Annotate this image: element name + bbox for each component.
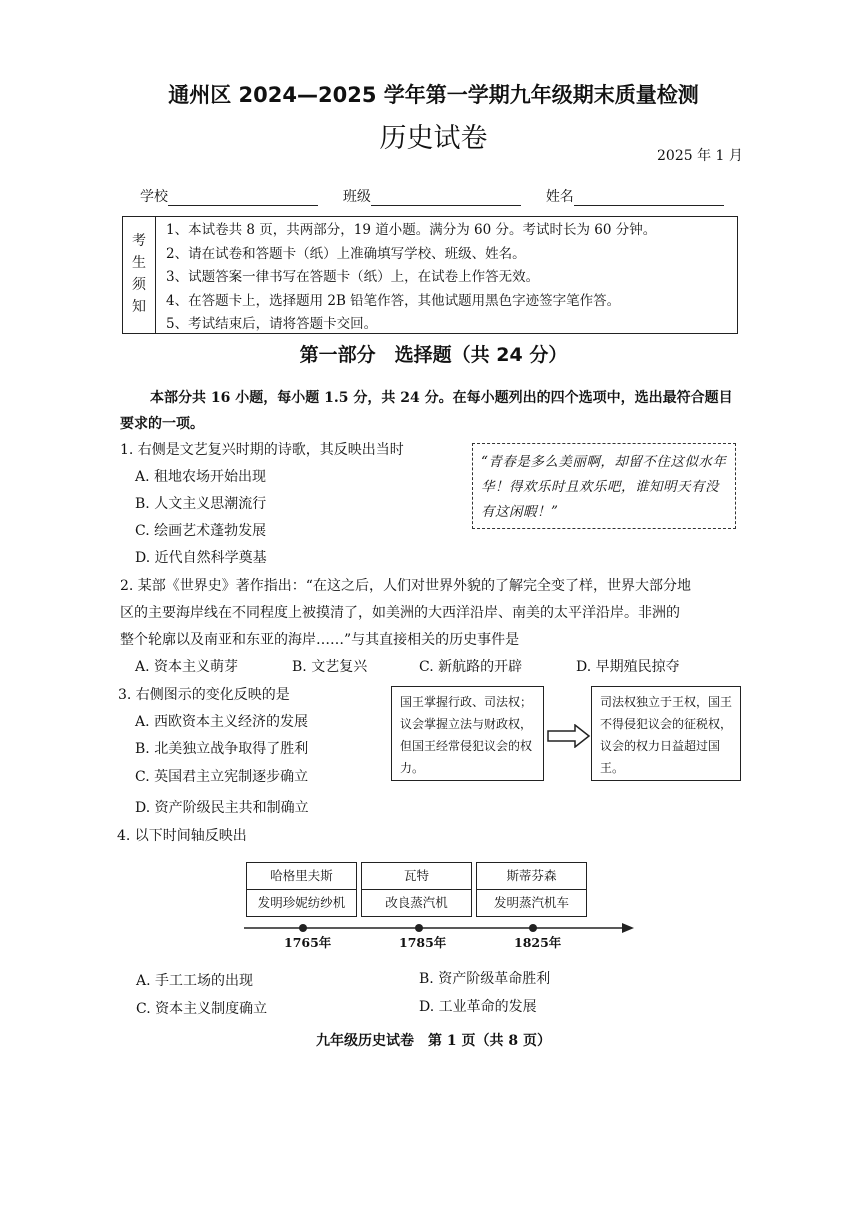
question-1-option-c: C. 绘画艺术蓬勃发展	[135, 523, 267, 539]
question-3-option-d: D. 资产阶级民主共和制确立	[135, 800, 309, 816]
question-4-option-d: D. 工业革命的发展	[419, 999, 537, 1015]
question-3-stem: 3. 右侧图示的变化反映的是	[118, 687, 290, 703]
timeline-year: 1825年	[514, 935, 562, 950]
timeline-year: 1785年	[399, 935, 447, 950]
school-label: 学校	[140, 189, 168, 205]
question-4-option-a: A. 手工工场的出现	[136, 973, 254, 989]
question-1-option-b: B. 人文主义思潮流行	[135, 496, 267, 512]
question-2-option-a: A. 资本主义萌芽	[135, 659, 239, 675]
poem-quote-box	[472, 443, 736, 529]
name-blank	[574, 190, 724, 206]
before-change-box: 国王掌握行政、司法权；议会掌握立法与财政权，但国王经常侵犯议会的权力。	[391, 686, 544, 781]
question-4-option-c: C. 资本主义制度确立	[136, 1001, 268, 1017]
timeline-dot	[529, 924, 537, 932]
timeline-person: 哈格里夫斯	[246, 862, 357, 890]
timeline-event: 发明蒸汽机车	[476, 889, 587, 917]
notice-label-char: 考	[132, 233, 146, 249]
class-label: 班级	[342, 189, 371, 205]
student-info-row	[140, 188, 724, 206]
question-4-stem: 4. 以下时间轴反映出	[117, 828, 247, 844]
notice-item: 2、请在试卷和答题卡（纸）上准确填写学校、班级、姓名。	[166, 245, 526, 262]
notice-list	[166, 219, 656, 337]
notice-item: 5、考试结束后，请将答题卡交回。	[166, 316, 378, 332]
school-blank	[168, 190, 318, 206]
notice-item: 1、本试卷共 8 页，共两部分，19 道小题。满分为 60 分。考试时长为 60 分钟。	[166, 222, 657, 238]
notice-item: 4、在答题卡上，选择题用 2B 铅笔作答，其他试题用黑色字迹签字笔作答。	[166, 292, 621, 309]
question-3-option-b: B. 北美独立战争取得了胜利	[135, 741, 309, 757]
question-1-stem: 1. 右侧是文艺复兴时期的诗歌，其反映出当时	[120, 442, 404, 458]
page-footer: 九年级历史试卷 第 1 页（共 8 页）	[316, 1033, 551, 1049]
question-3-option-a: A. 西欧资本主义经济的发展	[135, 714, 309, 730]
notice-label-char: 生	[132, 255, 146, 271]
exam-title: 通州区 2024—2025 学年第一学期九年级期末质量检测	[168, 83, 699, 107]
timeline-event: 改良蒸汽机	[361, 889, 472, 917]
section-intro: 本部分共 16 小题，每小题 1.5 分，共 24 分。在每小题列出的四个选项中，选出最符合题目要求的一项。	[120, 390, 733, 432]
question-2-stem-line: 区的主要海岸线在不同程度上被摸清了，如美洲的大西洋沿岸、南美的太平洋沿岸。非洲的	[120, 605, 680, 621]
question-2-stem-line: 2. 某部《世界史》著作指出：“在这之后，人们对世界外貌的了解完全变了样，世界大部分地	[120, 578, 691, 594]
after-change-box: 司法权独立于王权，国王不得侵犯议会的征税权，议会的权力日益超过国王。	[591, 686, 741, 781]
class-blank	[371, 190, 521, 206]
poem-quote-text: “青春是多么美丽啊，却留不住这似水年华！得欢乐时且欢乐吧，谁知明天有没有这闲暇！”	[481, 454, 727, 520]
right-arrow-icon	[547, 724, 591, 748]
question-4-option-b: B. 资产阶级革命胜利	[419, 971, 551, 987]
notice-label-char: 须	[132, 277, 146, 293]
timeline-person: 斯蒂芬森	[476, 862, 587, 890]
timeline-dot	[415, 924, 423, 932]
name-label: 姓名	[545, 189, 574, 205]
exam-subject: 历史试卷	[379, 123, 488, 154]
notice-label-char: 知	[132, 299, 146, 315]
timeline-person: 瓦特	[361, 862, 472, 890]
question-2-option-c: C. 新航路的开辟	[419, 659, 523, 675]
timeline-dot	[299, 924, 307, 932]
question-3-option-c: C. 英国君主立宪制逐步确立	[135, 769, 309, 785]
notice-label	[123, 217, 156, 333]
timeline-year: 1765年	[284, 935, 332, 950]
timeline-event: 发明珍妮纺纱机	[246, 889, 357, 917]
section-title: 第一部分 选择题（共 24 分）	[299, 344, 568, 366]
exam-date: 2025 年 1 月	[657, 148, 743, 164]
question-2-option-d: D. 早期殖民掠夺	[576, 659, 680, 675]
question-2-option-b: B. 文艺复兴	[292, 659, 368, 675]
question-1-option-d: D. 近代自然科学奠基	[135, 550, 267, 566]
notice-item: 3、试题答案一律书写在答题卡（纸）上，在试卷上作答无效。	[166, 269, 540, 285]
exam-notice-box	[122, 216, 738, 334]
question-2-stem-line: 整个轮廓以及南亚和东亚的海岸……”与其直接相关的历史事件是	[120, 632, 520, 648]
question-1-option-a: A. 租地农场开始出现	[135, 469, 267, 485]
